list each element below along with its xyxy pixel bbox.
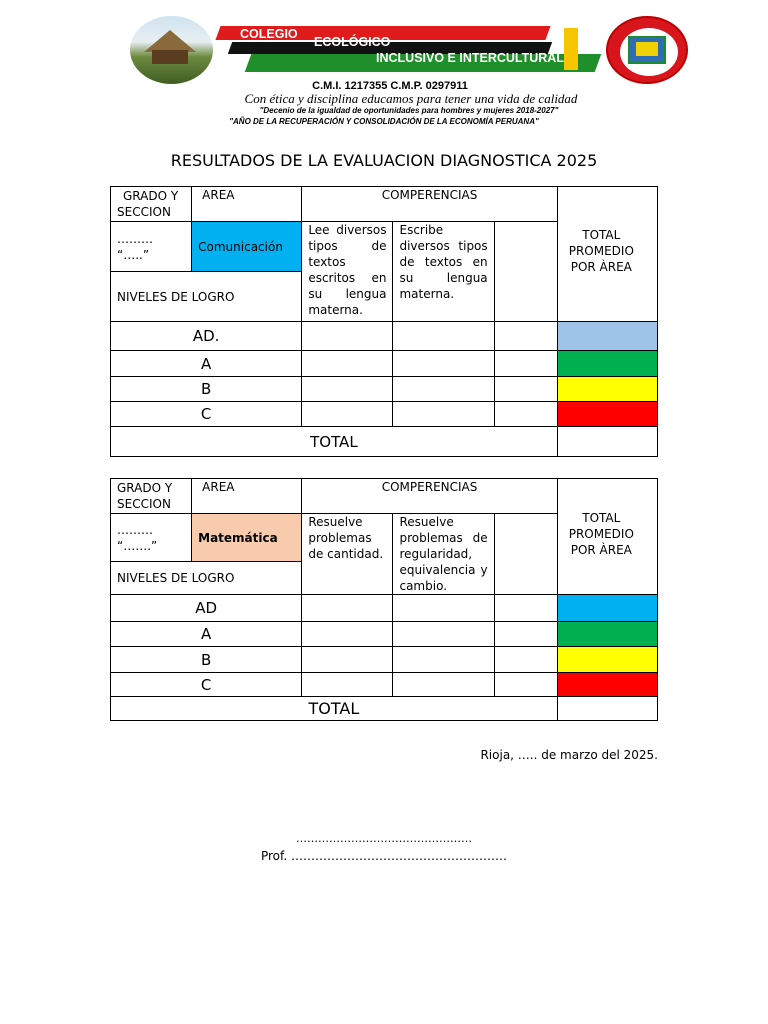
- niveles-label: NIVELES DE LOGRO: [111, 562, 302, 595]
- area-value-cell: Matemática: [192, 514, 302, 562]
- level-color-cell: [557, 402, 657, 427]
- level-cell: [393, 377, 494, 402]
- level-cell: [494, 673, 557, 697]
- total-label: TOTAL: [111, 427, 558, 457]
- banner-line-3: INCLUSIVO E INTERCULTURAL: [376, 51, 564, 65]
- decenio-text: "Decenio de la igualdad de oportunidades para hombres y mujeres 2018-2027": [259, 106, 559, 115]
- level-cell: [494, 595, 557, 622]
- competencia-3-empty: [494, 514, 557, 595]
- banner-line-2: ECOLÓGICO: [314, 35, 391, 49]
- competencia-2: Escribe diversos tipos de textos en su lengua materna.: [393, 222, 494, 322]
- school-motto: Con ética y disciplina educamos para tener una vida de calidad: [244, 91, 578, 106]
- level-cell: [302, 595, 393, 622]
- level-color-cell: [557, 622, 657, 647]
- total-cell: [557, 427, 657, 457]
- area-value-cell: Comunicación: [192, 222, 302, 272]
- level-color-cell: [557, 377, 657, 402]
- level-cell: [302, 402, 393, 427]
- total-promedio-header: TOTAL PROMEDIO POR ÀREA: [557, 479, 657, 595]
- competencia-3-empty: [494, 222, 557, 322]
- competencias-header: COMPERENCIAS: [302, 187, 557, 222]
- level-cell: [494, 647, 557, 673]
- area-header: AREA: [192, 479, 302, 514]
- level-label: A: [111, 622, 302, 647]
- level-label: B: [111, 647, 302, 673]
- level-color-cell: [557, 322, 657, 351]
- school-photo: [130, 16, 213, 84]
- level-cell: [302, 322, 393, 351]
- level-cell: [302, 351, 393, 377]
- level-label: B: [111, 377, 302, 402]
- level-cell: [393, 322, 494, 351]
- level-cell: [393, 351, 494, 377]
- competencia-1: Resuelve problemas de cantidad.: [302, 514, 393, 595]
- level-label: C: [111, 402, 302, 427]
- level-cell: [393, 595, 494, 622]
- level-label: A: [111, 351, 302, 377]
- total-promedio-header: TOTAL PROMEDIO POR ÀREA: [557, 187, 657, 322]
- school-banner: [218, 24, 598, 76]
- level-cell: [302, 647, 393, 673]
- signature-line: …………………………………………: [296, 832, 472, 845]
- niveles-label: NIVELES DE LOGRO: [111, 272, 302, 322]
- grado-value: ……… “…..”: [111, 222, 192, 272]
- banner-yellow-stripe: [564, 28, 578, 70]
- level-cell: [494, 351, 557, 377]
- results-table-matematica: [110, 478, 658, 721]
- level-label: C: [111, 673, 302, 697]
- level-color-cell: [557, 351, 657, 377]
- school-codes: C.M.I. 1217355 C.M.P. 0297911: [312, 80, 468, 92]
- seal-book-shape: [636, 42, 658, 56]
- total-cell: [557, 697, 657, 721]
- level-cell: [393, 402, 494, 427]
- grado-value: ……… “…….”: [111, 514, 192, 562]
- level-cell: [302, 377, 393, 402]
- competencia-1: Lee diversos tipos de textos escritos en su lengua materna.: [302, 222, 393, 322]
- level-label: AD: [111, 595, 302, 622]
- level-cell: [393, 673, 494, 697]
- competencia-2: Resuelve problemas de regularidad, equivalencia y cambio.: [393, 514, 494, 595]
- level-color-cell: [557, 647, 657, 673]
- level-color-cell: [557, 673, 657, 697]
- grado-header: GRADO Y SECCION: [111, 187, 192, 222]
- professor-line: Prof. ………………………………………………: [260, 849, 508, 863]
- area-header: AREA: [192, 187, 302, 222]
- level-cell: [494, 622, 557, 647]
- banner-line-1: COLEGIO: [240, 27, 298, 41]
- page-title: RESULTADOS DE LA EVALUACION DIAGNOSTICA 2025: [170, 151, 598, 170]
- grado-header: GRADO Y SECCION: [111, 479, 192, 514]
- level-cell: [494, 402, 557, 427]
- level-cell: [393, 647, 494, 673]
- level-label: AD.: [111, 322, 302, 351]
- level-cell: [302, 622, 393, 647]
- place-date: Rioja, ….. de marzo del 2025.: [480, 748, 658, 762]
- level-cell: [393, 622, 494, 647]
- level-cell: [302, 673, 393, 697]
- school-seal-icon: [606, 16, 688, 84]
- level-cell: [494, 377, 557, 402]
- total-label: TOTAL: [111, 697, 558, 721]
- hut-roof-shape: [144, 30, 196, 52]
- level-cell: [494, 322, 557, 351]
- level-color-cell: [557, 595, 657, 622]
- hut-body-shape: [152, 50, 188, 64]
- anio-text: "AÑO DE LA RECUPERACIÓN Y CONSOLIDACIÓN DE LA ECONOMÍA PERUANA": [229, 117, 539, 126]
- competencias-header: COMPERENCIAS: [302, 479, 557, 514]
- results-table-comunicacion: [110, 186, 658, 457]
